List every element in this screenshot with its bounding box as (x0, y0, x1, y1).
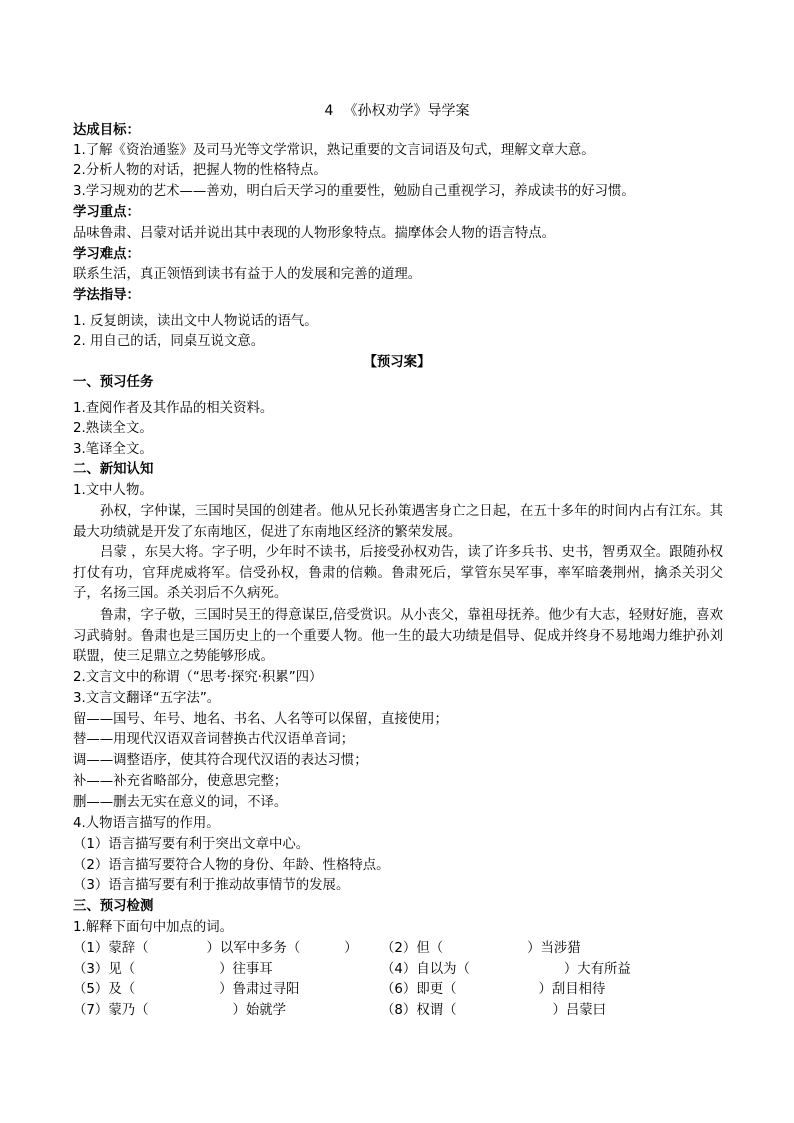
translate-method: 留——国号、年号、地名、书名、人名等可以保留，直接使用； (73, 712, 448, 727)
fill-rest: ）吕蒙曰 (552, 1003, 607, 1018)
question-1: 1.解释下面句中加点的词。 (73, 920, 234, 935)
person-sun-quan: 孙权，字仲谋，三国时吴国的创建者。他从兄长孙策遇害身亡之日起，在五十多年的时间内占有江东。其最大功绩就是开发了东南地区，促进了东南地区经济的繁荣发展。 (73, 504, 723, 540)
task-item: 1.查阅作者及其作品的相关资料。 (73, 401, 274, 416)
fill-item-4 (381, 960, 631, 980)
fill-item-7 (73, 1001, 286, 1021)
fill-word: 即更（ (416, 982, 457, 997)
difficulty-heading: 学习难点： (73, 247, 140, 262)
translate-subheading: 3.文言文翻译“五字法”。 (73, 691, 221, 706)
address-subheading: 2.文言文中的称谓（“思考·探究·积累”四） (73, 670, 323, 685)
goal-item: 2.分析人物的对话，把握人物的性格特点。 (73, 163, 327, 178)
fill-rest: ）当涉猎 (527, 941, 581, 956)
goal-item: 3.学习规劝的艺术——善劝，明白后天学习的重要性，勉励自己重视学习，养成读书的好习惯。 (73, 184, 635, 199)
fill-item-5 (73, 980, 299, 1000)
method-item: 2. 用自己的话，同桌互说文意。 (73, 334, 265, 349)
fill-rest: ）往事耳 (219, 962, 273, 977)
fill-rest: ）始就学 (232, 1003, 287, 1018)
preview-heading: 【预习案】 (363, 355, 431, 370)
section2-heading: 二、新知认知 (73, 462, 154, 477)
translate-method: 删——删去无实在意义的词，不译。 (73, 795, 288, 810)
translate-method: 调——调整语序，使其符合现代汉语的表达习惯； (73, 753, 368, 768)
fill-word: 权谓（ (416, 1003, 457, 1018)
fill-number: （1） (73, 941, 109, 956)
fill-item-3 (73, 960, 273, 980)
lesson-title: 《孙权劝学》导学案 (343, 103, 470, 119)
fill-number: （6） (381, 982, 417, 997)
fill-word: 见（ (108, 962, 136, 977)
fill-word: 蒙乃（ (108, 1003, 149, 1018)
fill-number: （5） (73, 982, 109, 997)
task-item: 3.笔译全文。 (73, 442, 153, 457)
page-title (0, 101, 794, 121)
fill-rest: ）刮目相待 (538, 982, 606, 997)
focus-text: 品味鲁肃、吕蒙对话并说出其中表现的人物形象特点。揣摩体会人物的语言特点。 (73, 226, 556, 241)
translate-method: 补——补充省略部分，使意思完整； (73, 774, 288, 789)
language-subheading: 4.人物语言描写的作用。 (73, 816, 220, 831)
fill-number: （2） (381, 941, 417, 956)
fill-rest: ）鲁肃过寻阳 (219, 982, 300, 997)
person-lu-su: 鲁肃，字子敬，三国时吴王的得意谋臣,倍受赏识。从小丧父，靠祖母抚养。他少有大志，轻财好施，喜欢习武骑射。鲁肃也是三国历史上的一个重要人物。他一生的最大功绩是倡导、促成并终身不易地竭力维护孙刘联盟，使三足鼎立之势能够形成。 (73, 608, 723, 665)
fill-number: （3） (73, 962, 109, 977)
fill-rest: ）以军中多务（ (206, 941, 301, 956)
section3-heading: 三、预习检测 (73, 899, 154, 914)
focus-heading: 学习重点： (73, 205, 140, 220)
person-lv-meng: 吕蒙 ，东吴大将。字子明，少年时不读书，后接受孙权劝告，读了许多兵书、史书，智勇双全。跟随孙权打仗有功，官拜虎威将军。信受孙权，鲁肃的信赖。鲁肃死后，掌管东吴军事，率军暗袭荆州，擒杀关羽父子，名扬三国。杀关羽后不久病死。 (73, 545, 723, 602)
fill-item-6 (381, 980, 605, 1000)
goal-item: 1.了解《资治通鉴》及司马光等文学常识，熟记重要的文言词语及句式，理解文章大意。 (73, 143, 595, 158)
people-subheading: 1.文中人物。 (73, 483, 153, 498)
goals-heading: 达成目标： (73, 123, 140, 138)
fill-item-2 (381, 939, 581, 959)
difficulty-text: 联系生活，真正领悟到读书有益于人的发展和完善的道理。 (73, 267, 422, 282)
fill-tail: ） (344, 941, 358, 956)
fill-word: 自以为（ (416, 962, 470, 977)
language-effect: （1）语言描写要有利于突出文章中心。 (73, 837, 310, 852)
method-heading: 学法指导： (73, 288, 140, 303)
fill-word: 及（ (108, 982, 136, 997)
fill-word: 但（ (416, 941, 444, 956)
fill-number: （7） (73, 1003, 109, 1018)
fill-number: （8） (381, 1003, 417, 1018)
method-item: 1. 反复朗读，读出文中人物说话的语气。 (73, 314, 318, 329)
language-effect: （3）语言描写要有利于推动故事情节的发展。 (73, 878, 350, 893)
language-effect: （2）语言描写要符合人物的身份、年龄、性格特点。 (73, 858, 390, 873)
fill-number: （4） (381, 962, 417, 977)
fill-rest: ）大有所益 (563, 962, 631, 977)
lesson-number: 4 (324, 103, 334, 119)
fill-word: 蒙辞（ (108, 941, 149, 956)
fill-item-1 (73, 939, 358, 959)
fill-item-8 (381, 1001, 606, 1021)
translate-method: 替——用现代汉语双音词替换古代汉语单音词； (73, 732, 355, 747)
task-item: 2.熟读全文。 (73, 421, 153, 436)
section1-heading: 一、预习任务 (73, 375, 154, 390)
